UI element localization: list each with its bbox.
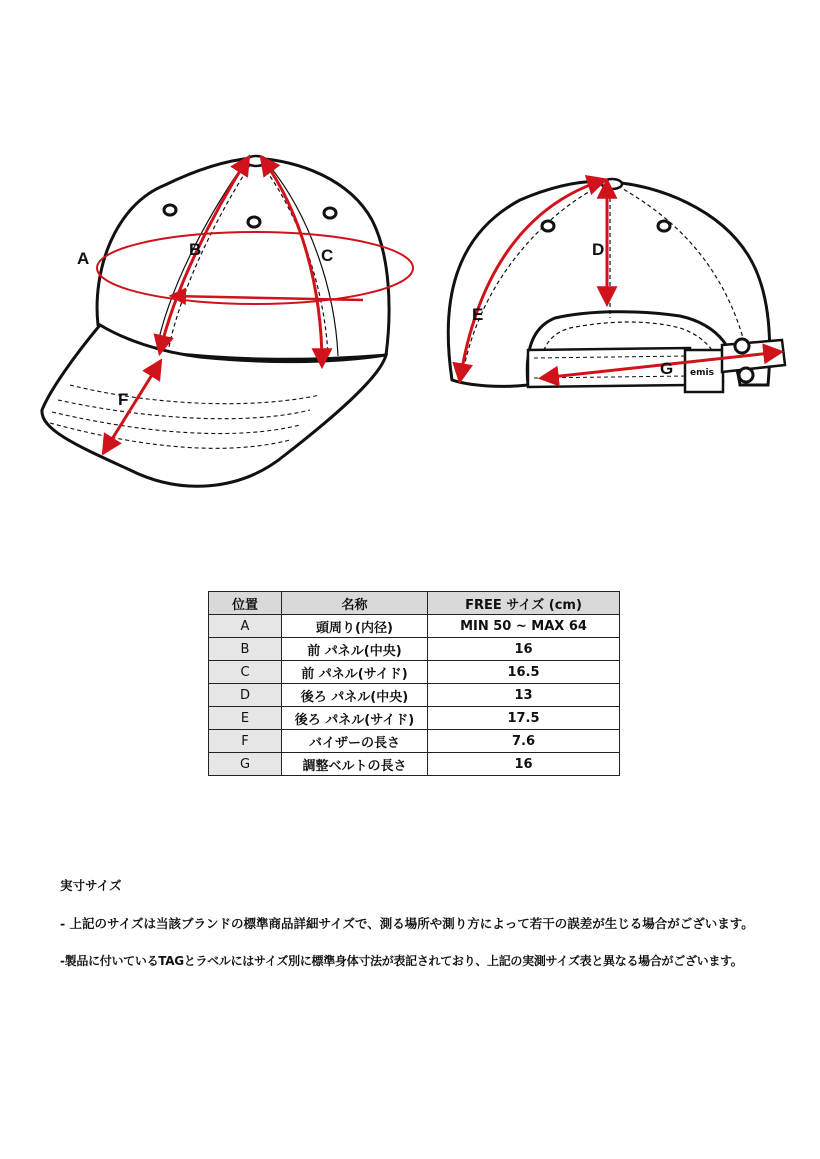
- cell-size: 13: [428, 684, 620, 707]
- header-position: 位置: [209, 592, 282, 615]
- notes-line-2: -製品に付いているTAGとラベルにはサイズ別に標準身体寸法が表記されており、上記の実測サイズ表と異なる場合がございます。: [60, 954, 743, 968]
- table-row: [209, 661, 620, 684]
- table-row: [209, 638, 620, 661]
- size-notes: [60, 876, 800, 969]
- table-row: [209, 707, 620, 730]
- strap-logo: emis: [690, 368, 714, 378]
- size-table: [208, 591, 620, 776]
- front-crown: [97, 158, 389, 359]
- cell-name: 前 パネル(サイド): [282, 661, 428, 684]
- cell-name: 前 パネル(中央): [282, 638, 428, 661]
- cell-name: バイザーの長さ: [282, 730, 428, 753]
- label-c: C: [321, 246, 334, 265]
- cell-position: B: [209, 638, 282, 661]
- cell-size: 16.5: [428, 661, 620, 684]
- cell-size: 17.5: [428, 707, 620, 730]
- cell-position: F: [209, 730, 282, 753]
- cell-name: 調整ベルトの長さ: [282, 753, 428, 776]
- cell-size: 16: [428, 753, 620, 776]
- table-row: [209, 730, 620, 753]
- table-row: [209, 753, 620, 776]
- table-row: [209, 615, 620, 638]
- label-e: E: [472, 305, 484, 324]
- label-a: A: [77, 249, 90, 268]
- notes-title: 実寸サイズ: [60, 878, 122, 893]
- header-name: 名称: [282, 592, 428, 615]
- cell-name: 頭周り(内径): [282, 615, 428, 638]
- table-header-row: [209, 592, 620, 615]
- table-row: [209, 684, 620, 707]
- label-b: B: [189, 240, 202, 259]
- label-g: G: [660, 359, 674, 378]
- header-size: FREE サイズ (cm): [428, 592, 620, 615]
- cap-diagram: [0, 0, 820, 560]
- cell-position: C: [209, 661, 282, 684]
- back-cap-view: [448, 179, 785, 392]
- cell-name: 後ろ パネル(中央): [282, 684, 428, 707]
- cell-size: 7.6: [428, 730, 620, 753]
- cell-size: 16: [428, 638, 620, 661]
- cell-size: MIN 50 ~ MAX 64: [428, 615, 620, 638]
- cell-position: G: [209, 753, 282, 776]
- cell-name: 後ろ パネル(サイド): [282, 707, 428, 730]
- label-f: F: [118, 390, 129, 409]
- notes-line-1: - 上記のサイズは当該ブランドの標準商品詳細サイズで、測る場所や測り方によって若干の誤差が生じる場合がございます。: [60, 916, 754, 931]
- label-d: D: [592, 240, 605, 259]
- cell-position: D: [209, 684, 282, 707]
- cell-position: E: [209, 707, 282, 730]
- cell-position: A: [209, 615, 282, 638]
- front-cap-view: [42, 156, 413, 486]
